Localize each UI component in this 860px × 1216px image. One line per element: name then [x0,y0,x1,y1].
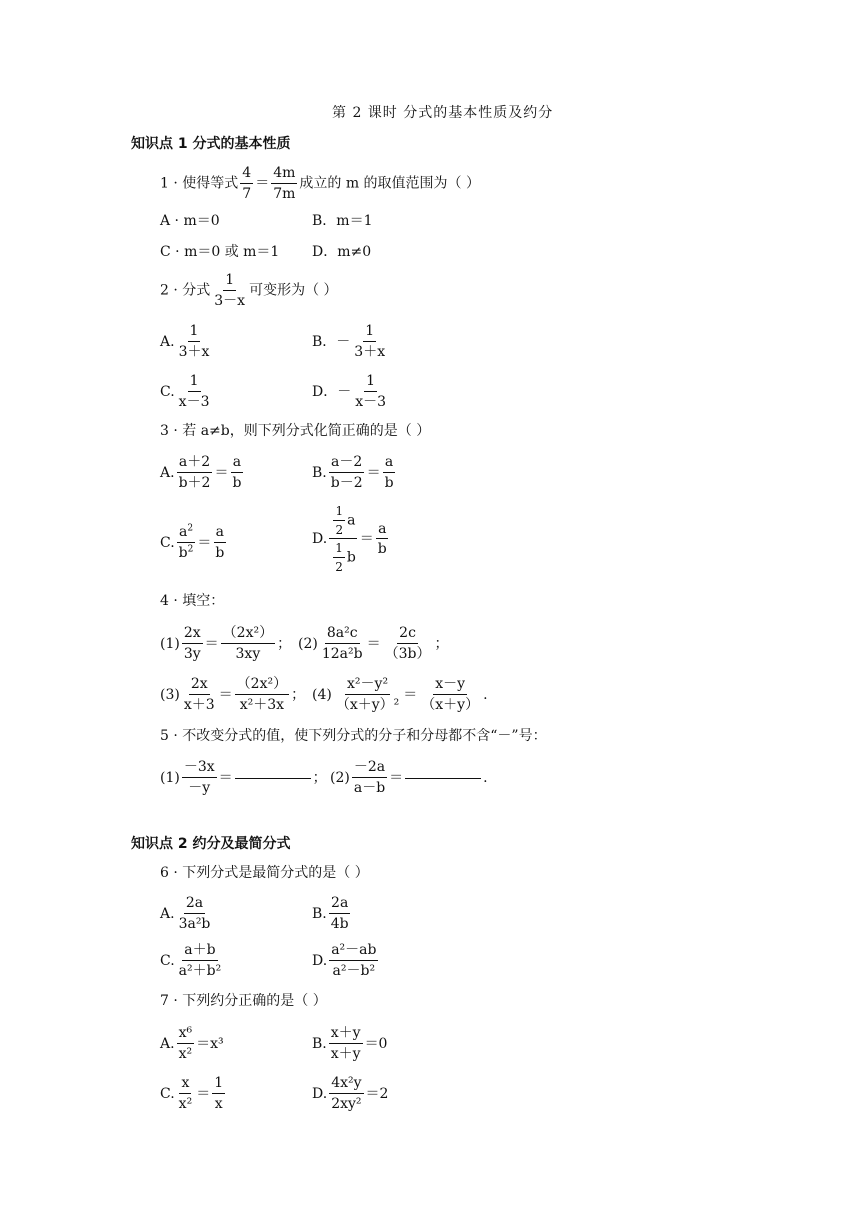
q1-fraction-left: $\frac{4}{7}$ [242,165,252,202]
q7-option-d: D. $\frac{\text{4x²y}}{\text{2xy²}}$ ＝2 [312,1075,389,1112]
q1-fraction-right: $\frac{4m}{7m}$ [273,165,296,202]
question-6: 6 · 下列分式是最简分式的是（ ） [160,865,369,881]
q1-suffix: 成立的 m 的取值范围为（ ） [299,175,481,192]
q4-part-3: (3) $\frac{2x}{x+3}$ ＝ $\frac{\text{（2x²）}}{\text{x²＋3x}}$ ； [160,676,306,713]
q6-option-c: C. $\frac{a+b}{\text{a²＋b²}}$ [160,942,222,979]
q1-option-d: D．m≠0 [312,244,372,260]
q5-part-1: (1) $\frac{-3x}{-y}$ ＝ ； [160,759,327,796]
q2-option-c: C. $\frac{1}{x-3}$ [160,373,210,410]
q6-option-b: B. $\frac{2a}{4b}$ [312,895,349,932]
question-1: 1 · 使得等式 $\frac{4}{7}$ ＝ $\frac{4m}{7m}$ 成立的 m 的取值范围为（ ） [160,165,481,202]
q5-part-2: (2) $\frac{-2a}{a-b}$ ＝ . [330,759,488,796]
q7-option-b: B. $\frac{x+y}{x+y}$ ＝0 [312,1025,388,1062]
q7-option-c: C. $\frac{x}{\text{x²}}$ ＝ $\frac{1}{x}$ [160,1075,224,1112]
q6-option-d: D. $\frac{\text{a²－ab}}{\text{a²－b²}}$ [312,942,377,979]
q4-part-4: (4) $\frac{\text{x²－y²}}{\text{（x＋y）²}}$ ＝ $\frac{x-y}{(x+y)}$ . [312,676,488,713]
q2-option-a: A. $\frac{1}{3+x}$ [160,323,210,360]
section-heading-1: 知识点 1 分式的基本性质 [131,136,291,152]
q2-fraction: $\frac{1}{3-x}$ [214,272,246,309]
q1-option-b: B．m＝1 [312,213,373,229]
q4-part-2: (2) $\frac{\text{8a²c}}{\text{12a²b}}$ ＝ $\frac{2c}{(3b)}$ ； [298,625,449,662]
question-5: 5 · 不改变分式的值，使下列分式的分子和分母都不含“－”号： [160,728,547,744]
question-3: 3 · 若 a≠b，则下列分式化简正确的是（ ） [160,423,431,439]
q5-answer-blank-1[interactable] [235,777,311,779]
q1-prefix: 1 · 使得等式 [160,175,239,192]
q3-option-d: D. $\frac{1}{2}$ a $\frac{1}{2}$ b ＝ $\frac{a}{b}$ [312,504,387,574]
section-heading-2: 知识点 2 约分及最简分式 [131,836,291,852]
q3-option-c: C. $\frac{a^2}{b^2}$ ＝ $\frac{a}{b}$ [160,523,225,561]
page-title: 第 2 课时 分式的基本性质及约分 [332,105,554,121]
q4-part-1: (1) $\frac{2x}{3y}$ ＝ $\frac{\text{（2x²）}}{3xy}$ ； [160,625,292,662]
q2-option-d: D．－ $\frac{1}{x-3}$ [312,373,387,410]
q6-option-a: A. $\frac{2a}{\text{3a²b}}$ [160,895,211,932]
question-4: 4 · 填空： [160,593,225,609]
q3-option-b: B. $\frac{a-2}{b-2}$ ＝ $\frac{a}{b}$ [312,454,394,491]
q1-option-a: A · m＝0 [160,213,220,229]
q7-option-a: A. $\frac{\text{x⁶}}{\text{x²}}$ ＝x³ [160,1025,224,1062]
question-2: 2 · 分式 $\frac{1}{3-x}$ 可变形为（ ） [160,272,338,309]
q5-answer-blank-2[interactable] [405,777,481,779]
q2-option-b: B．－ $\frac{1}{3+x}$ [312,323,386,360]
q3-option-a: A. $\frac{a+2}{b+2}$ ＝ $\frac{a}{b}$ [160,454,242,491]
q1-option-c: C · m＝0 或 m＝1 [160,244,280,260]
question-7: 7 · 下列约分正确的是（ ） [160,993,327,1009]
